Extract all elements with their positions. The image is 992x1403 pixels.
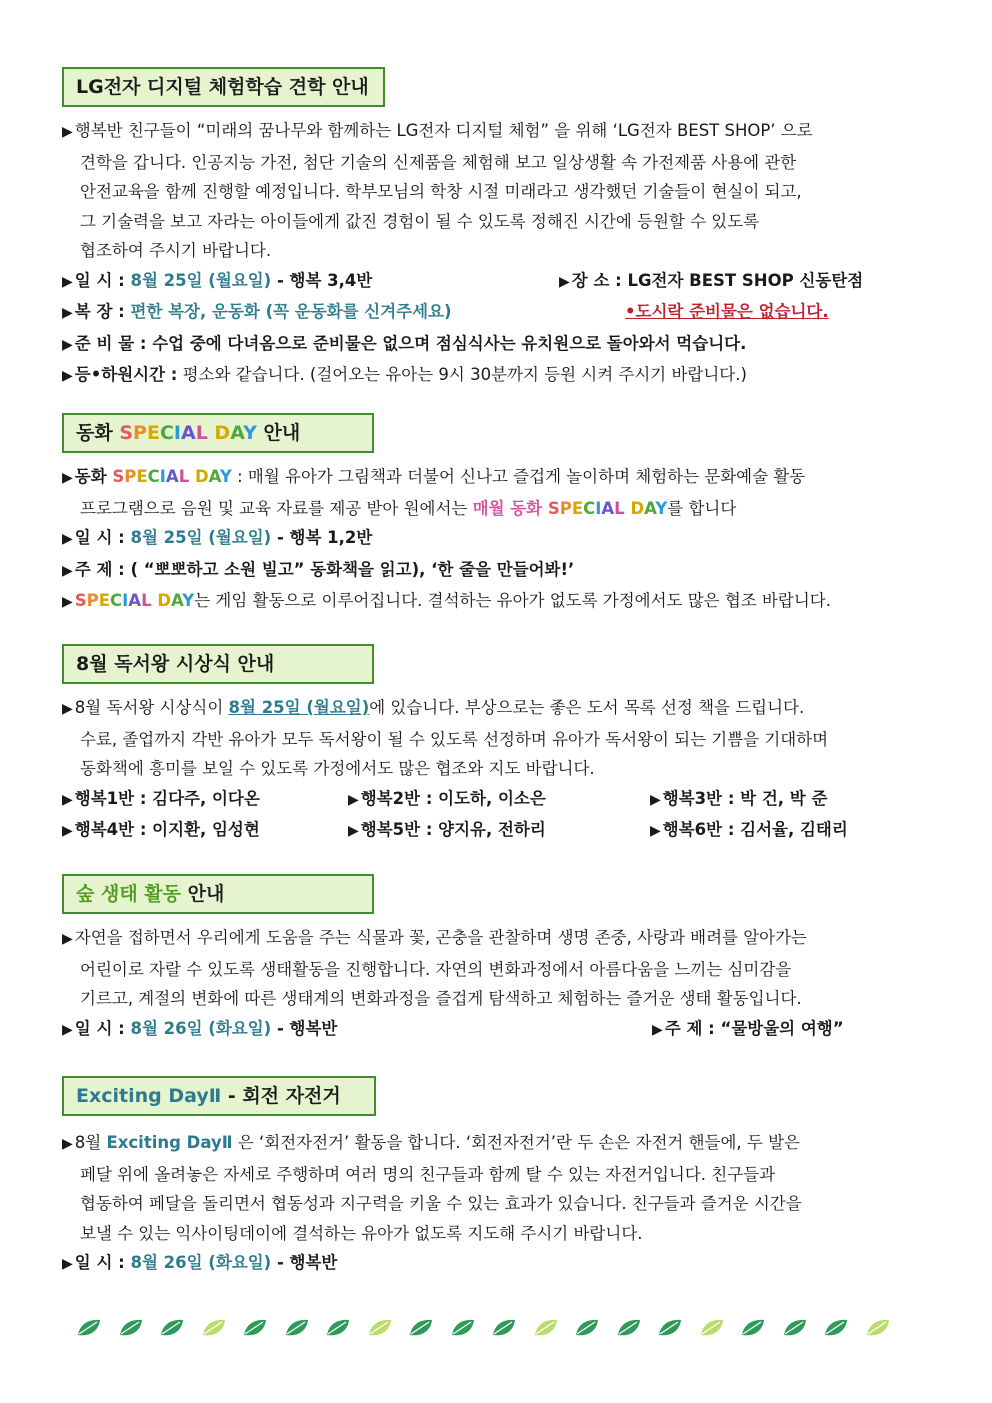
winner-class-3: 행복3반 : 박 건, 박 준: [662, 788, 828, 808]
bullet-icon: ▶: [62, 791, 73, 808]
theme-value: ( “뽀뽀하고 소원 빌고” 동화책을 읽고), ‘한 줄을 만들어봐!’: [130, 559, 575, 579]
detail-label: 등•하원시간 :: [74, 365, 178, 384]
leaf-icon: [574, 1317, 600, 1339]
date-value: 8월 25일 (월요일): [130, 528, 272, 547]
detail-prep: [62, 329, 932, 361]
leaf-icon: [740, 1317, 766, 1339]
class-value: - 행복 1,2반: [271, 528, 373, 547]
place-value: 장 소 : LG전자 BEST SHOP 신동탄점: [571, 270, 864, 290]
section-story-special-day: [62, 413, 932, 618]
body-text: 그 기술력을 보고 자라는 아이들에게 값진 경험이 될 수 있도록 정해진 시간에 등원할 수 있도록: [80, 211, 760, 231]
leaf-icon: [408, 1317, 434, 1339]
body-text: 은 ‘회전자전거’ 활동을 합니다. ‘회전자전거’란 두 손은 자전거 핸들에, 두 발은: [232, 1133, 800, 1152]
date-value: 8월 25일 (월요일): [130, 270, 272, 290]
body-line: [62, 1128, 932, 1160]
title-text: - 회전 자전거: [221, 1085, 341, 1107]
body-line: [62, 586, 932, 618]
leaf-icon: [491, 1317, 517, 1339]
leaf-icon: [657, 1317, 683, 1339]
body-line: [62, 923, 932, 955]
section-body: [62, 116, 932, 266]
section-title: [62, 413, 374, 453]
bullet-icon: ▶: [62, 1136, 73, 1152]
leaf-icon: [782, 1317, 808, 1339]
leaf-icon: [367, 1317, 393, 1339]
title-text: Exciting DayⅡ: [76, 1085, 222, 1107]
bullet-icon: ▶: [62, 562, 73, 579]
leaf-icon: [284, 1317, 310, 1339]
leaf-icon: [865, 1317, 891, 1339]
detail-wear: [62, 297, 932, 329]
leaf-icon: [823, 1317, 849, 1339]
title-text: 숲 생태 활동: [76, 883, 181, 905]
body-text: 보낼 수 있는 익사이팅데이에 결석하는 유아가 없도록 지도해 주시기 바랍니다.: [80, 1223, 643, 1243]
body-text: 안전교육을 함께 진행할 예정입니다. 학부모님의 학창 시절 미래라고 생각했던 기술들이 현실이 되고,: [80, 182, 802, 201]
bullet-icon: ▶: [62, 368, 73, 384]
rainbow-text: SPECIAL DAY: [119, 422, 257, 444]
rainbow-text: SPECIAL DAY: [112, 467, 232, 486]
bullet-icon: ▶: [62, 470, 73, 486]
bullet-icon: ▶: [62, 594, 73, 610]
body-text: 자연을 접하면서 우리에게 도움을 주는 식물과 꽃, 곤충을 관찰하며 생명 존중, 사랑과 배려를 알아가는: [74, 928, 807, 947]
detail-label: 일 시 :: [74, 1018, 125, 1038]
detail-time: [62, 360, 932, 392]
bullet-icon: ▶: [62, 931, 73, 947]
body-text: 협동하여 페달을 돌리면서 협동성과 지구력을 키울 수 있는 효과가 있습니다. 친구들과 즐거운 시간을: [80, 1194, 802, 1213]
leaf-icon: [450, 1317, 476, 1339]
section-reading-award: [62, 644, 932, 847]
section-title: [62, 1076, 376, 1116]
body-text: 8월: [74, 1133, 107, 1152]
body-text: 수료, 졸업까지 각반 유아가 모두 독서왕이 될 수 있도록 선정하며 유아가 독서왕이 되는 기쁨을 기대하며: [80, 729, 829, 749]
detail-date: [62, 1248, 932, 1280]
detail-label: 준 비 물 :: [74, 333, 147, 353]
bullet-icon: ▶: [62, 273, 73, 290]
detail-label: 복 장 :: [74, 302, 125, 321]
body-text: 페달 위에 올려놓은 자세로 주행하며 여러 명의 친구들과 함께 탈 수 있는 자전거입니다. 친구들과: [80, 1164, 776, 1184]
rainbow-text: SPECIAL DAY: [74, 591, 195, 610]
winner-class-2: 행복2반 : 이도하, 이소은: [360, 788, 546, 808]
body-text: 프로그램으로 음원 및 교육 자료를 제공 받아 원에서는: [80, 498, 473, 518]
body-text: 8월 독서왕 시상식이: [74, 698, 229, 717]
highlight-text: Exciting DayⅡ: [106, 1133, 233, 1152]
title-text: 안내: [181, 883, 225, 905]
section-title: 8월 독서왕 시상식 안내: [62, 644, 374, 684]
section-lg-field-trip: [62, 67, 932, 392]
body-text: 어린이로 자랄 수 있도록 생태활동을 진행합니다. 자연의 변화과정에서 아름다움을 느끼는 심미감을: [80, 959, 792, 979]
class-value: - 행복반: [271, 1018, 338, 1038]
body-text: 기르고, 계절의 변화에 따른 생태계의 변화과정을 즐겁게 탐색하고 체험하는 즐거운 생태 활동입니다.: [80, 989, 802, 1008]
title-text: 안내: [256, 422, 301, 444]
body-text: 에 있습니다. 부상으로는 좋은 도서 목록 선정 책을 드립니다.: [369, 698, 805, 717]
leaf-icon: [201, 1317, 227, 1339]
body-text: 행복반 친구들이 “미래의 꿈나무와 함께하는 LG전자 디지털 체험” 을 위해 ‘LG전자 BEST SHOP’ 으로: [74, 121, 813, 140]
leaf-icon: [616, 1317, 642, 1339]
body-text: 견학을 갑니다. 인공지능 가전, 첨단 기술의 신제품을 체험해 보고 일상생활 속 가전제품 사용에 관한: [80, 152, 797, 172]
detail-label: 일 시 :: [74, 270, 125, 290]
rainbow-text: SPECIAL DAY: [547, 498, 668, 518]
date-value: 8월 26일 (화요일): [130, 1253, 272, 1272]
detail-label: 일 시 :: [74, 1253, 125, 1272]
bullet-icon: ▶: [62, 701, 73, 717]
bullet-icon: ▶: [650, 791, 661, 808]
bullet-icon: ▶: [652, 1021, 663, 1038]
title-text: 동화: [76, 422, 120, 444]
section-title: LG전자 디지털 체험학습 견학 안내: [62, 67, 385, 107]
lunch-notice: •도시락 준비물은 없습니다.: [625, 302, 829, 321]
bullet-icon: ▶: [62, 1021, 73, 1038]
class-value: - 행복반: [271, 1253, 338, 1272]
winner-class-6: 행복6반 : 김서율, 김태리: [662, 820, 848, 839]
bullet-icon: ▶: [62, 531, 73, 547]
wear-value: 편한 복장, 운동화 (꼭 운동화를 신겨주세요): [130, 302, 452, 321]
leaf-border: [76, 1314, 916, 1344]
body-line: [62, 693, 932, 725]
class-value: - 행복 3,4반: [271, 270, 373, 290]
leaf-icon: [118, 1317, 144, 1339]
section-title: [62, 874, 374, 914]
body-text: 는 게임 활동으로 이루어집니다. 결석하는 유아가 없도록 가정에서도 많은 협조 바랍니다.: [194, 591, 831, 610]
time-value: 평소와 같습니다. (걸어오는 유아는 9시 30분까지 등원 시켜 주시기 바랍니다.): [177, 365, 747, 384]
detail-label: 주 제 :: [74, 559, 125, 579]
section-exciting-day: [62, 1076, 932, 1280]
detail-date: [62, 266, 932, 298]
prep-value: 수업 중에 다녀옴으로 준비물은 없으며 점심식사는 유치원으로 돌아와서 먹습니다.: [152, 333, 747, 353]
detail-date: [62, 523, 932, 555]
detail-theme: [62, 555, 932, 587]
bullet-icon: ▶: [62, 124, 73, 140]
winners-row: [62, 815, 932, 847]
date-value: 8월 25일 (월요일): [228, 698, 370, 717]
leaf-icon: [242, 1317, 268, 1339]
leaf-icon: [533, 1317, 559, 1339]
winner-class-4: 행복4반 : 이지환, 임성현: [74, 820, 260, 839]
bullet-icon: ▶: [650, 823, 661, 839]
bullet-icon: ▶: [62, 305, 73, 321]
leaf-icon: [76, 1317, 102, 1339]
bullet-icon: ▶: [348, 823, 359, 839]
bullet-icon: ▶: [62, 1256, 73, 1272]
bullet-icon: ▶: [348, 791, 359, 808]
highlight-text: 매월 동화: [472, 498, 548, 518]
body-text: 동화책에 흥미를 보일 수 있도록 가정에서도 많은 협조와 지도 바랍니다.: [80, 759, 595, 778]
leaf-icon: [325, 1317, 351, 1339]
winners-row: [62, 784, 932, 816]
winner-class-1: 행복1반 : 김다주, 이다온: [74, 788, 260, 808]
detail-date: [62, 1014, 932, 1046]
body-text: 동화: [74, 467, 113, 486]
section-forest-activity: [62, 874, 932, 1045]
winner-class-5: 행복5반 : 양지유, 전하리: [360, 820, 546, 839]
body-text: 협조하여 주시기 바랍니다.: [80, 241, 272, 260]
leaf-icon: [699, 1317, 725, 1339]
date-value: 8월 26일 (화요일): [130, 1018, 272, 1038]
body-line: [62, 462, 932, 494]
body-text: : 매월 유아가 그림책과 더불어 신나고 즐겁게 놀이하며 체험하는 문화예술 활동: [231, 467, 806, 486]
detail-label: 일 시 :: [74, 528, 125, 547]
bullet-icon: ▶: [62, 336, 73, 353]
theme-value: 주 제 : “물방울의 여행”: [664, 1018, 844, 1038]
body-text: 를 합니다: [667, 498, 737, 518]
bullet-icon: ▶: [62, 823, 73, 839]
leaf-icon: [159, 1317, 185, 1339]
body-line: [62, 494, 932, 524]
bullet-icon: ▶: [559, 273, 570, 290]
